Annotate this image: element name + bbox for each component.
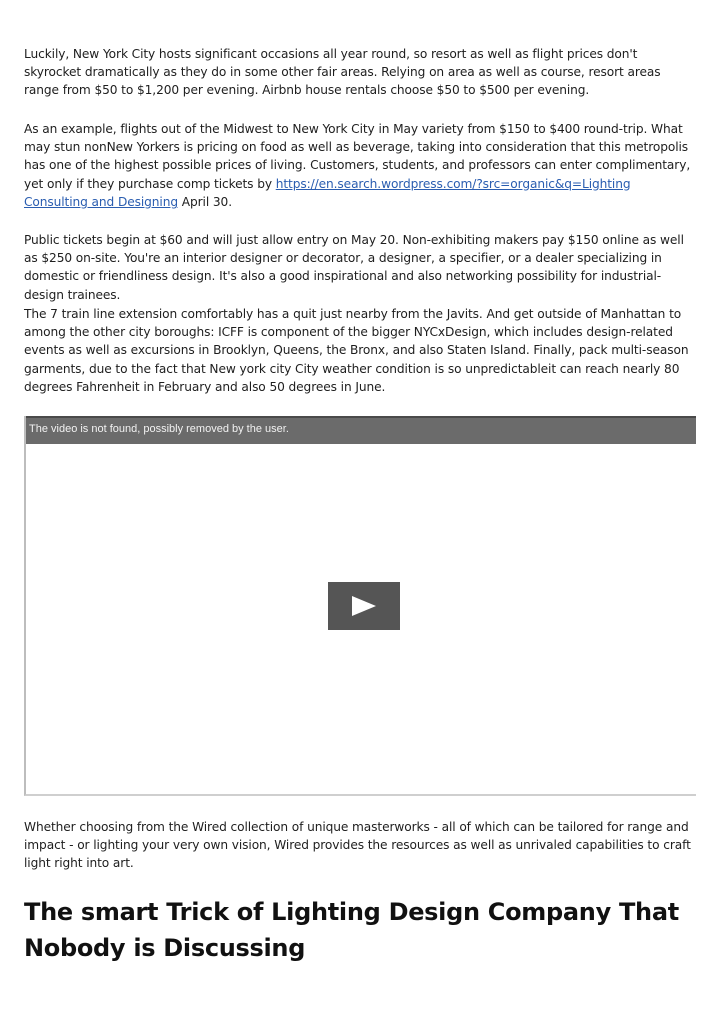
paragraph-text: As an example, flights out of the Midwest to New York City in May variety from $150 to $400 round-trip. What may stun nonNew Yorkers is pricing on food as well as beverage, taking into consideration that this metropolis has one of the highest possible prices of living. Customers, students, and professors can enter complimentary, yet only if they purchase comp tickets by <box>24 122 691 191</box>
video-player[interactable] <box>24 416 696 796</box>
paragraph-text-end: April 30. <box>177 194 232 209</box>
play-icon <box>351 595 377 617</box>
video-error-message: The video is not found, possibly removed by the user. <box>29 423 289 435</box>
wordpress-search-link[interactable]: https://en.search.wordpress.com/?src=organic&q=Lighting Consulting and Designing <box>24 176 631 209</box>
paragraph-flight-prices <box>24 120 696 211</box>
video-error-bar <box>26 416 696 444</box>
paragraph-public-tickets: Public tickets begin at $60 and will just allow entry on May 20. Non-exhibiting makers pay $150 online as well as $250 on-site. You're an interior designer or decorator, a designer, a specifier, or a dealer specializing in domestic or friendliness design. It's also a good inspirational and also networking possibility for industrial-design trainees. <box>24 233 684 302</box>
paragraph-wired-collection: Whether choosing from the Wired collection of unique masterworks - all of which can be tailored for range and impact - or lighting your very own vision, Wired provides the resources as well as unrivaled capabilities to craft light right into art. <box>24 820 691 871</box>
paragraph-hotel-prices: Luckily, New York City hosts significant occasions all year round, so resort as well as flight prices don't skyrocket dramatically as they do in some other fair areas. Relying on area as well as course, resort areas range from $50 to $1,200 per evening. Airbnb house rentals choose $50 to $500 per evening. <box>24 47 661 98</box>
section-heading: The smart Trick of Lighting Design Company That Nobody is Discussing <box>24 898 679 962</box>
play-button[interactable] <box>328 582 400 630</box>
paragraph-train-line: The 7 train line extension comfortably has a quit just nearby from the Javits. And get outside of Manhattan to among the other city boroughs: ICFF is component of the bigger NYCxDesign, which includes design-related events as well as excursions in Brooklyn, Queens, the Bronx, and also Staten Island. Finally, pack multi-season garments, due to the fact that New york city City weather condition is so unpredictableit can reach nearly 80 degrees Fahrenheit in February and also 50 degrees in June. <box>24 307 689 394</box>
